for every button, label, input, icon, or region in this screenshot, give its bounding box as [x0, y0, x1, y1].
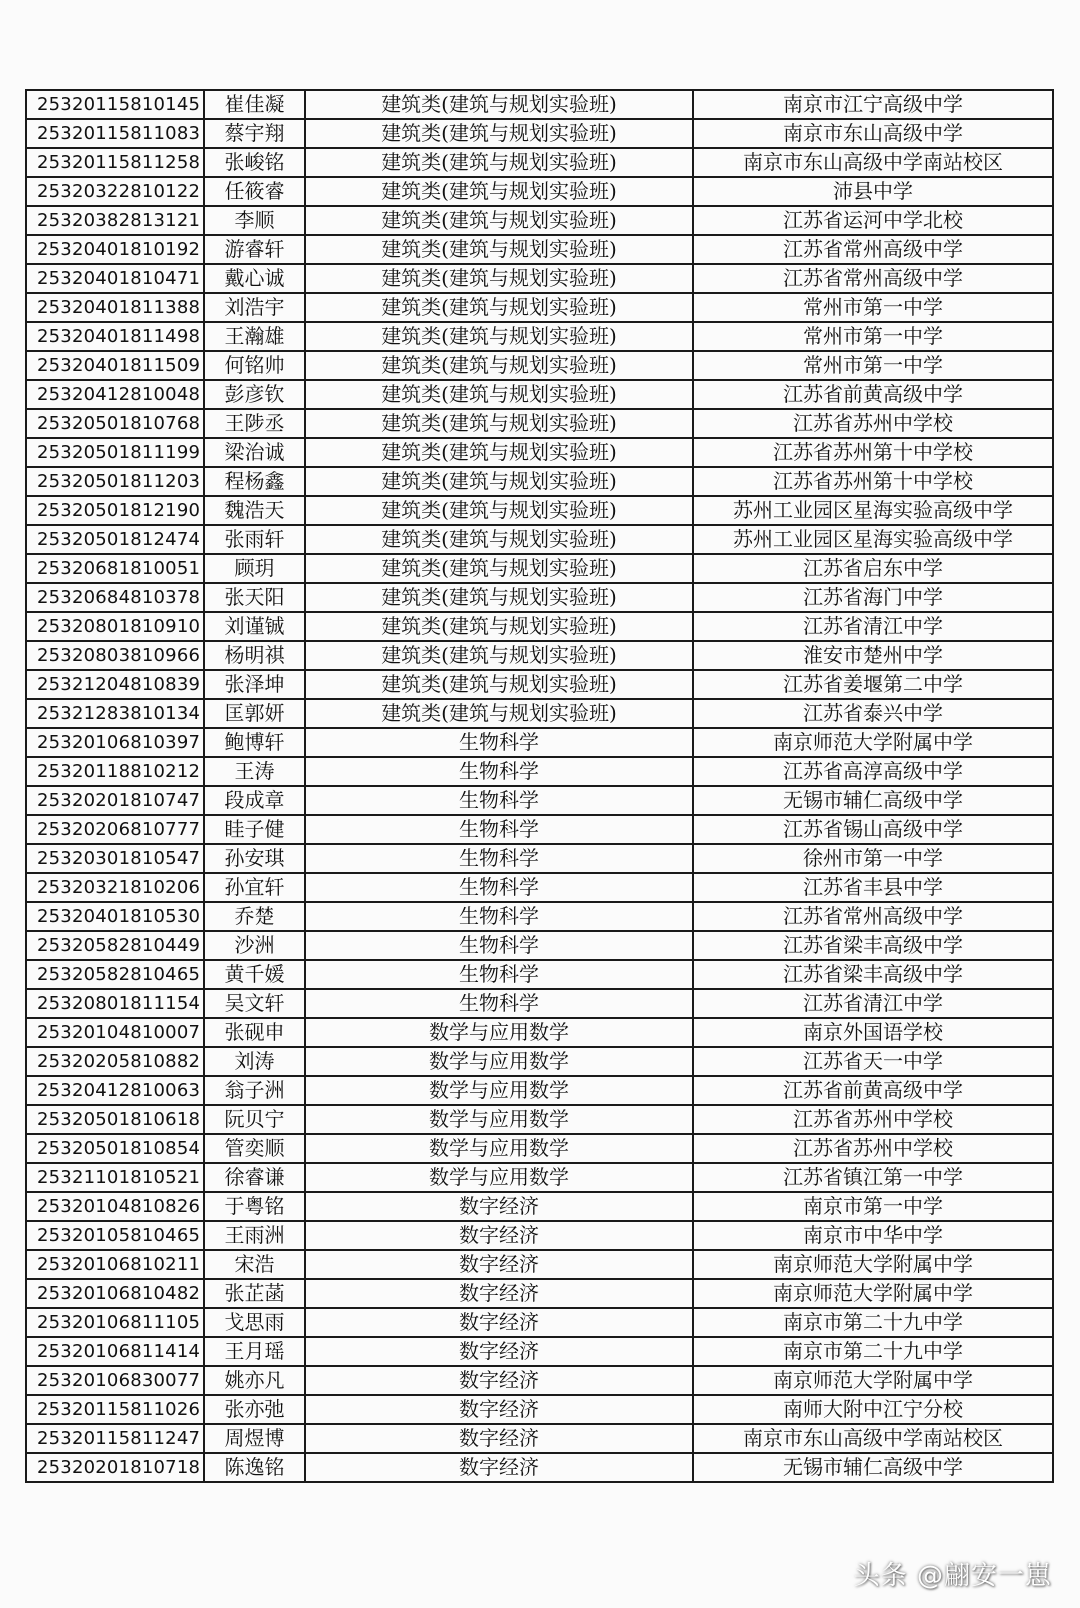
school-cell: 南京师范大学附属中学: [693, 1250, 1053, 1279]
school-cell: 江苏省运河中学北校: [693, 206, 1053, 235]
table-row: [26, 1134, 1053, 1163]
school-cell: 江苏省天一中学: [693, 1047, 1053, 1076]
major-cell: 数字经济: [305, 1192, 693, 1221]
school-cell: 江苏省常州高级中学: [693, 902, 1053, 931]
table-row: [26, 1105, 1053, 1134]
table-row: [26, 989, 1053, 1018]
major-cell: 建筑类(建筑与规划实验班): [305, 699, 693, 728]
table-row: [26, 380, 1053, 409]
school-cell: 南京师范大学附属中学: [693, 1279, 1053, 1308]
major-cell: 生物科学: [305, 728, 693, 757]
candidate-id-cell: 25320401811388: [26, 293, 204, 322]
table-row: [26, 1018, 1053, 1047]
school-cell: 江苏省前黄高级中学: [693, 380, 1053, 409]
major-cell: 建筑类(建筑与规划实验班): [305, 351, 693, 380]
table-row: [26, 728, 1053, 757]
major-cell: 生物科学: [305, 902, 693, 931]
table-row: [26, 844, 1053, 873]
major-cell: 数字经济: [305, 1250, 693, 1279]
school-cell: 江苏省泰兴中学: [693, 699, 1053, 728]
student-name-cell: 张天阳: [204, 583, 305, 612]
school-cell: 江苏省启东中学: [693, 554, 1053, 583]
major-cell: 数字经济: [305, 1453, 693, 1482]
school-cell: 南京市中华中学: [693, 1221, 1053, 1250]
major-cell: 建筑类(建筑与规划实验班): [305, 264, 693, 293]
major-cell: 建筑类(建筑与规划实验班): [305, 322, 693, 351]
student-name-cell: 张砚申: [204, 1018, 305, 1047]
school-cell: 江苏省常州高级中学: [693, 264, 1053, 293]
candidate-id-cell: 25320106811414: [26, 1337, 204, 1366]
student-name-cell: 刘谨铖: [204, 612, 305, 641]
table-row: [26, 148, 1053, 177]
major-cell: 建筑类(建筑与规划实验班): [305, 467, 693, 496]
candidate-id-cell: 25320206810777: [26, 815, 204, 844]
student-name-cell: 任筱睿: [204, 177, 305, 206]
school-cell: 南京市东山高级中学南站校区: [693, 1424, 1053, 1453]
table-row: [26, 438, 1053, 467]
student-name-cell: 张亦弛: [204, 1395, 305, 1424]
major-cell: 建筑类(建筑与规划实验班): [305, 148, 693, 177]
school-cell: 江苏省常州高级中学: [693, 235, 1053, 264]
student-name-cell: 孙安琪: [204, 844, 305, 873]
candidate-id-cell: 25320401810471: [26, 264, 204, 293]
major-cell: 生物科学: [305, 786, 693, 815]
school-cell: 南京市江宁高级中学: [693, 90, 1053, 119]
major-cell: 建筑类(建筑与规划实验班): [305, 438, 693, 467]
table-row: [26, 583, 1053, 612]
major-cell: 建筑类(建筑与规划实验班): [305, 525, 693, 554]
school-cell: 江苏省苏州中学校: [693, 409, 1053, 438]
school-cell: 江苏省苏州第十中学校: [693, 438, 1053, 467]
table-row: [26, 1395, 1053, 1424]
candidate-id-cell: 25320106810211: [26, 1250, 204, 1279]
candidate-id-cell: 25320301810547: [26, 844, 204, 873]
table-row: [26, 409, 1053, 438]
table-row: [26, 496, 1053, 525]
candidate-id-cell: 25320501812190: [26, 496, 204, 525]
table-row: [26, 873, 1053, 902]
school-cell: 常州市第一中学: [693, 351, 1053, 380]
candidate-id-cell: 25320582810449: [26, 931, 204, 960]
table-row: [26, 786, 1053, 815]
school-cell: 江苏省前黄高级中学: [693, 1076, 1053, 1105]
student-name-cell: 于粤铭: [204, 1192, 305, 1221]
student-name-cell: 沙洲: [204, 931, 305, 960]
candidate-id-cell: 25320401811498: [26, 322, 204, 351]
candidate-id-cell: 25320582810465: [26, 960, 204, 989]
major-cell: 生物科学: [305, 931, 693, 960]
student-name-cell: 阮贝宁: [204, 1105, 305, 1134]
student-name-cell: 王雨洲: [204, 1221, 305, 1250]
major-cell: 建筑类(建筑与规划实验班): [305, 119, 693, 148]
school-cell: 江苏省梁丰高级中学: [693, 960, 1053, 989]
table-row: [26, 1047, 1053, 1076]
school-cell: 常州市第一中学: [693, 322, 1053, 351]
student-name-cell: 彭彦钦: [204, 380, 305, 409]
school-cell: 沛县中学: [693, 177, 1053, 206]
table-row: [26, 1279, 1053, 1308]
table-row: [26, 1337, 1053, 1366]
table-row: [26, 1221, 1053, 1250]
student-name-cell: 眭子健: [204, 815, 305, 844]
school-cell: 江苏省镇江第一中学: [693, 1163, 1053, 1192]
student-name-cell: 乔楚: [204, 902, 305, 931]
student-name-cell: 匡郭妍: [204, 699, 305, 728]
candidate-id-cell: 25320118810212: [26, 757, 204, 786]
candidate-id-cell: 25320681810051: [26, 554, 204, 583]
table-row: [26, 1453, 1053, 1482]
major-cell: 建筑类(建筑与规划实验班): [305, 177, 693, 206]
table-row: [26, 235, 1053, 264]
candidate-id-cell: 25320105810465: [26, 1221, 204, 1250]
table-row: [26, 612, 1053, 641]
candidate-id-cell: 25320382813121: [26, 206, 204, 235]
student-name-cell: 刘涛: [204, 1047, 305, 1076]
student-name-cell: 周煜博: [204, 1424, 305, 1453]
school-cell: 淮安市楚州中学: [693, 641, 1053, 670]
student-name-cell: 张芷菡: [204, 1279, 305, 1308]
candidate-id-cell: 25321204810839: [26, 670, 204, 699]
school-cell: 江苏省锡山高级中学: [693, 815, 1053, 844]
table-row: [26, 206, 1053, 235]
school-cell: 江苏省梁丰高级中学: [693, 931, 1053, 960]
table-row: [26, 1250, 1053, 1279]
school-cell: 苏州工业园区星海实验高级中学: [693, 496, 1053, 525]
major-cell: 生物科学: [305, 844, 693, 873]
candidate-id-cell: 25320106810482: [26, 1279, 204, 1308]
major-cell: 数字经济: [305, 1308, 693, 1337]
major-cell: 数字经济: [305, 1366, 693, 1395]
table-row: [26, 757, 1053, 786]
major-cell: 建筑类(建筑与规划实验班): [305, 496, 693, 525]
student-name-cell: 戈思雨: [204, 1308, 305, 1337]
school-cell: 江苏省清江中学: [693, 989, 1053, 1018]
table-row: [26, 525, 1053, 554]
major-cell: 建筑类(建筑与规划实验班): [305, 583, 693, 612]
table-row: [26, 90, 1053, 119]
table-row: [26, 351, 1053, 380]
major-cell: 生物科学: [305, 960, 693, 989]
student-name-cell: 游睿轩: [204, 235, 305, 264]
candidate-id-cell: 25321101810521: [26, 1163, 204, 1192]
school-cell: 无锡市辅仁高级中学: [693, 1453, 1053, 1482]
table-row: [26, 699, 1053, 728]
student-name-cell: 黄千媛: [204, 960, 305, 989]
student-name-cell: 翁子洲: [204, 1076, 305, 1105]
table-row: [26, 815, 1053, 844]
student-name-cell: 魏浩天: [204, 496, 305, 525]
candidate-id-cell: 25320501812474: [26, 525, 204, 554]
major-cell: 数学与应用数学: [305, 1163, 693, 1192]
table-row: [26, 931, 1053, 960]
major-cell: 数学与应用数学: [305, 1076, 693, 1105]
school-cell: 南京市第二十九中学: [693, 1308, 1053, 1337]
table-row: [26, 293, 1053, 322]
student-name-cell: 刘浩宇: [204, 293, 305, 322]
major-cell: 建筑类(建筑与规划实验班): [305, 90, 693, 119]
candidate-id-cell: 25320106811105: [26, 1308, 204, 1337]
major-cell: 数学与应用数学: [305, 1018, 693, 1047]
student-name-cell: 崔佳凝: [204, 90, 305, 119]
student-name-cell: 段成章: [204, 786, 305, 815]
school-cell: 江苏省苏州中学校: [693, 1105, 1053, 1134]
candidate-id-cell: 25320501810618: [26, 1105, 204, 1134]
table-row: [26, 322, 1053, 351]
student-name-cell: 陈逸铭: [204, 1453, 305, 1482]
major-cell: 建筑类(建筑与规划实验班): [305, 206, 693, 235]
table-row: [26, 1076, 1053, 1105]
candidate-id-cell: 25320115811258: [26, 148, 204, 177]
candidate-id-cell: 25320501810854: [26, 1134, 204, 1163]
student-name-cell: 梁治诚: [204, 438, 305, 467]
student-name-cell: 张泽坤: [204, 670, 305, 699]
major-cell: 数字经济: [305, 1395, 693, 1424]
school-cell: 南京师范大学附属中学: [693, 728, 1053, 757]
school-cell: 江苏省海门中学: [693, 583, 1053, 612]
major-cell: 生物科学: [305, 989, 693, 1018]
school-cell: 江苏省苏州第十中学校: [693, 467, 1053, 496]
candidate-id-cell: 25320501811203: [26, 467, 204, 496]
candidate-id-cell: 25320104810826: [26, 1192, 204, 1221]
table-row: [26, 554, 1053, 583]
table-row: [26, 902, 1053, 931]
candidate-id-cell: 25320201810747: [26, 786, 204, 815]
candidate-id-cell: 25320801811154: [26, 989, 204, 1018]
student-name-cell: 鲍博轩: [204, 728, 305, 757]
candidate-id-cell: 25320106810397: [26, 728, 204, 757]
student-name-cell: 张雨轩: [204, 525, 305, 554]
candidate-id-cell: 25320115811083: [26, 119, 204, 148]
school-cell: 南京外国语学校: [693, 1018, 1053, 1047]
school-cell: 江苏省丰县中学: [693, 873, 1053, 902]
school-cell: 无锡市辅仁高级中学: [693, 786, 1053, 815]
table-row: [26, 1424, 1053, 1453]
candidate-id-cell: 25320115811026: [26, 1395, 204, 1424]
candidate-id-cell: 25320501811199: [26, 438, 204, 467]
major-cell: 建筑类(建筑与规划实验班): [305, 380, 693, 409]
major-cell: 建筑类(建筑与规划实验班): [305, 235, 693, 264]
admission-list-table: [25, 89, 1054, 1483]
candidate-id-cell: 25320321810206: [26, 873, 204, 902]
major-cell: 数字经济: [305, 1424, 693, 1453]
candidate-id-cell: 25320412810048: [26, 380, 204, 409]
table-row: [26, 1366, 1053, 1395]
table-row: [26, 264, 1053, 293]
student-name-cell: 何铭帅: [204, 351, 305, 380]
major-cell: 数字经济: [305, 1221, 693, 1250]
student-name-cell: 李顺: [204, 206, 305, 235]
student-name-cell: 吴文轩: [204, 989, 305, 1018]
student-name-cell: 管奕顺: [204, 1134, 305, 1163]
student-name-cell: 王瀚雄: [204, 322, 305, 351]
table-row: [26, 177, 1053, 206]
candidate-id-cell: 25320106830077: [26, 1366, 204, 1395]
major-cell: 数学与应用数学: [305, 1134, 693, 1163]
major-cell: 生物科学: [305, 815, 693, 844]
student-name-cell: 程杨鑫: [204, 467, 305, 496]
table-body: [26, 90, 1053, 1482]
student-name-cell: 蔡宇翔: [204, 119, 305, 148]
candidate-id-cell: 25320104810007: [26, 1018, 204, 1047]
school-cell: 江苏省姜堰第二中学: [693, 670, 1053, 699]
table-row: [26, 1192, 1053, 1221]
candidate-id-cell: 25320401810192: [26, 235, 204, 264]
candidate-id-cell: 25320401811509: [26, 351, 204, 380]
candidate-id-cell: 25320684810378: [26, 583, 204, 612]
student-name-cell: 孙宜轩: [204, 873, 305, 902]
watermark: 头条 @翩安一崽: [853, 1561, 1052, 1591]
candidate-id-cell: 25320205810882: [26, 1047, 204, 1076]
major-cell: 数学与应用数学: [305, 1105, 693, 1134]
major-cell: 建筑类(建筑与规划实验班): [305, 612, 693, 641]
candidate-id-cell: 25320801810910: [26, 612, 204, 641]
major-cell: 建筑类(建筑与规划实验班): [305, 293, 693, 322]
candidate-id-cell: 25320401810530: [26, 902, 204, 931]
major-cell: 生物科学: [305, 873, 693, 902]
school-cell: 南师大附中江宁分校: [693, 1395, 1053, 1424]
school-cell: 南京市第一中学: [693, 1192, 1053, 1221]
table-row: [26, 641, 1053, 670]
major-cell: 建筑类(建筑与规划实验班): [305, 641, 693, 670]
student-name-cell: 张峻铭: [204, 148, 305, 177]
school-cell: 苏州工业园区星海实验高级中学: [693, 525, 1053, 554]
candidate-id-cell: 25320501810768: [26, 409, 204, 438]
student-name-cell: 戴心诚: [204, 264, 305, 293]
school-cell: 江苏省清江中学: [693, 612, 1053, 641]
table-row: [26, 467, 1053, 496]
school-cell: 常州市第一中学: [693, 293, 1053, 322]
candidate-id-cell: 25320322810122: [26, 177, 204, 206]
school-cell: 徐州市第一中学: [693, 844, 1053, 873]
candidate-id-cell: 25320115810145: [26, 90, 204, 119]
major-cell: 建筑类(建筑与规划实验班): [305, 670, 693, 699]
school-cell: 南京师范大学附属中学: [693, 1366, 1053, 1395]
school-cell: 江苏省高淳高级中学: [693, 757, 1053, 786]
candidate-id-cell: 25320115811247: [26, 1424, 204, 1453]
candidate-id-cell: 25320803810966: [26, 641, 204, 670]
student-name-cell: 宋浩: [204, 1250, 305, 1279]
major-cell: 数字经济: [305, 1279, 693, 1308]
school-cell: 南京市东山高级中学南站校区: [693, 148, 1053, 177]
major-cell: 生物科学: [305, 757, 693, 786]
table-row: [26, 960, 1053, 989]
school-cell: 南京市东山高级中学: [693, 119, 1053, 148]
candidate-id-cell: 25320412810063: [26, 1076, 204, 1105]
table-row: [26, 670, 1053, 699]
candidate-id-cell: 25321283810134: [26, 699, 204, 728]
major-cell: 数字经济: [305, 1337, 693, 1366]
table-row: [26, 1308, 1053, 1337]
candidate-id-cell: 25320201810718: [26, 1453, 204, 1482]
student-name-cell: 王陟丞: [204, 409, 305, 438]
school-cell: 南京市第二十九中学: [693, 1337, 1053, 1366]
school-cell: 江苏省苏州中学校: [693, 1134, 1053, 1163]
student-name-cell: 徐睿谦: [204, 1163, 305, 1192]
major-cell: 数学与应用数学: [305, 1047, 693, 1076]
student-name-cell: 杨明祺: [204, 641, 305, 670]
student-name-cell: 顾玥: [204, 554, 305, 583]
major-cell: 建筑类(建筑与规划实验班): [305, 409, 693, 438]
table-row: [26, 1163, 1053, 1192]
major-cell: 建筑类(建筑与规划实验班): [305, 554, 693, 583]
table-row: [26, 119, 1053, 148]
student-name-cell: 王涛: [204, 757, 305, 786]
student-name-cell: 王月瑶: [204, 1337, 305, 1366]
student-name-cell: 姚亦凡: [204, 1366, 305, 1395]
